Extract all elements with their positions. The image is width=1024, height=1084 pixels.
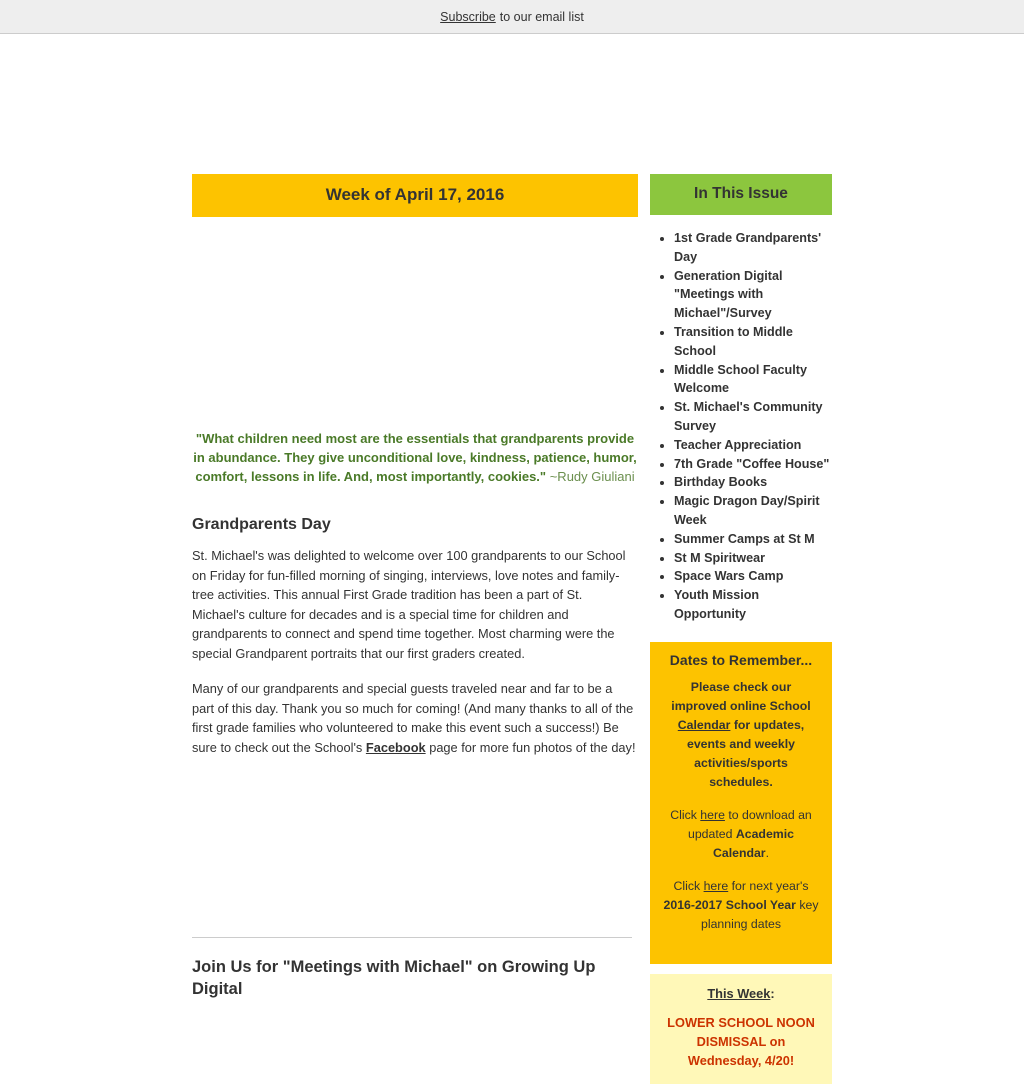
- newsletter-page: [0, 34, 1024, 1084]
- sidebar-column: [650, 174, 832, 1084]
- dates-p1-part1: Please check our improved online School: [671, 679, 811, 713]
- pull-quote-author: ~Rudy Giuliani: [549, 469, 635, 484]
- dates-p3-part2: for next year's: [728, 878, 809, 893]
- school-year-bold: 2016-2017 School Year: [663, 897, 796, 912]
- list-item[interactable]: • Magic Dragon Day/Spirit Week: [674, 492, 832, 530]
- list-item[interactable]: • Generation Digital "Meetings with Michael"/Survey: [674, 267, 832, 323]
- dates-p1-part2: for updates, events and weekly activities/sports schedules.: [687, 717, 805, 789]
- academic-calendar-download-link[interactable]: here: [700, 807, 725, 822]
- list-item[interactable]: • Transition to Middle School: [674, 323, 832, 361]
- dates-p2-part2: to download an updated: [688, 807, 812, 841]
- dates-paragraph-3: [662, 877, 820, 934]
- academic-calendar-bold: Academic Calendar: [712, 826, 794, 860]
- subscribe-link[interactable]: Subscribe: [440, 9, 496, 24]
- this-week-underlined: This Week: [707, 985, 771, 1001]
- masthead-banner: [0, 34, 1024, 174]
- section-divider: [192, 937, 632, 938]
- grandparents-photo: [192, 217, 638, 429]
- this-week-item-1: LOWER SCHOOL NOON DISMISSAL on Wednesday, 4/20!: [667, 1014, 815, 1068]
- article-paragraph-2: [192, 679, 638, 757]
- dates-paragraph-2: [662, 806, 820, 863]
- article-paragraph-1: St. Michael's was delighted to welcome over 100 grandparents to our School on Friday for fun-filled morning of singing, interviews, love notes and family-tree activities. This annual First Grade tradition has been a part of St. Michael's culture for decades and is a special time for children and grandparents to connect and spend time together. Most charming were the special Grandparent portraits that our first graders created.: [192, 548, 626, 661]
- dates-to-remember-box: [650, 642, 832, 964]
- dates-to-remember-title: Dates to Remember...: [669, 651, 813, 668]
- subscribe-bar: [0, 0, 1024, 34]
- dates-p3-part1: Click: [673, 878, 704, 893]
- list-item[interactable]: • St. Michael's Community Survey: [674, 398, 832, 436]
- dates-p2-part3: .: [765, 845, 770, 860]
- article-photo-placeholder: [192, 773, 638, 923]
- in-this-issue-list: [650, 229, 832, 624]
- dates-p3-part3: key planning dates: [701, 897, 819, 931]
- list-item[interactable]: • Space Wars Camp: [674, 567, 832, 586]
- list-item[interactable]: • Middle School Faculty Welcome: [674, 361, 832, 399]
- list-item[interactable]: • 7th Grade "Coffee House": [674, 455, 832, 474]
- article-title-grandparents-day: Grandparents Day: [192, 516, 331, 533]
- list-item[interactable]: • Birthday Books: [674, 473, 832, 492]
- article-title-meetings-with-michael: Join Us for "Meetings with Michael" on Growing Up Digital: [192, 958, 596, 998]
- pull-quote: [192, 429, 638, 486]
- newsletter-content: [0, 174, 1024, 1084]
- week-header: Week of April 17, 2016: [192, 174, 638, 217]
- list-item[interactable]: • Youth Mission Opportunity: [674, 586, 832, 624]
- subscribe-text: to our email list: [499, 9, 584, 24]
- calendar-link[interactable]: Calendar: [677, 717, 731, 732]
- main-column: [192, 174, 638, 1012]
- facebook-link[interactable]: Facebook: [365, 739, 426, 755]
- school-year-dates-link[interactable]: here: [703, 878, 729, 893]
- article-paragraph-2-part2: page for more fun photos of the day!: [425, 739, 636, 755]
- dates-p2-part1: Click: [670, 807, 701, 822]
- this-week-box: [650, 974, 832, 1084]
- pull-quote-text: "What children need most are the essentials that grandparents provide in abundance. They give unconditional love, kindness, patience, humor, comfort, lessons in life. And, most importantly, cookies.": [193, 431, 637, 484]
- list-item[interactable]: • Teacher Appreciation: [674, 436, 832, 455]
- this-week-colon: :: [770, 985, 775, 1001]
- article-paragraph-2-part1: Many of our grandparents and special guests traveled near and far to be a part of this day. Thank you so much for coming! (And many thanks to all of the first grade families who volunteered to make this event such a success!) Be sure to check out the School's: [192, 681, 634, 755]
- dates-paragraph-1: [662, 678, 820, 792]
- list-item[interactable]: • Summer Camps at St M: [674, 530, 832, 549]
- this-week-label: [660, 986, 822, 1001]
- in-this-issue-header: In This Issue: [650, 174, 832, 215]
- list-item[interactable]: • St M Spiritwear: [674, 549, 832, 568]
- list-item[interactable]: • 1st Grade Grandparents' Day: [674, 229, 832, 267]
